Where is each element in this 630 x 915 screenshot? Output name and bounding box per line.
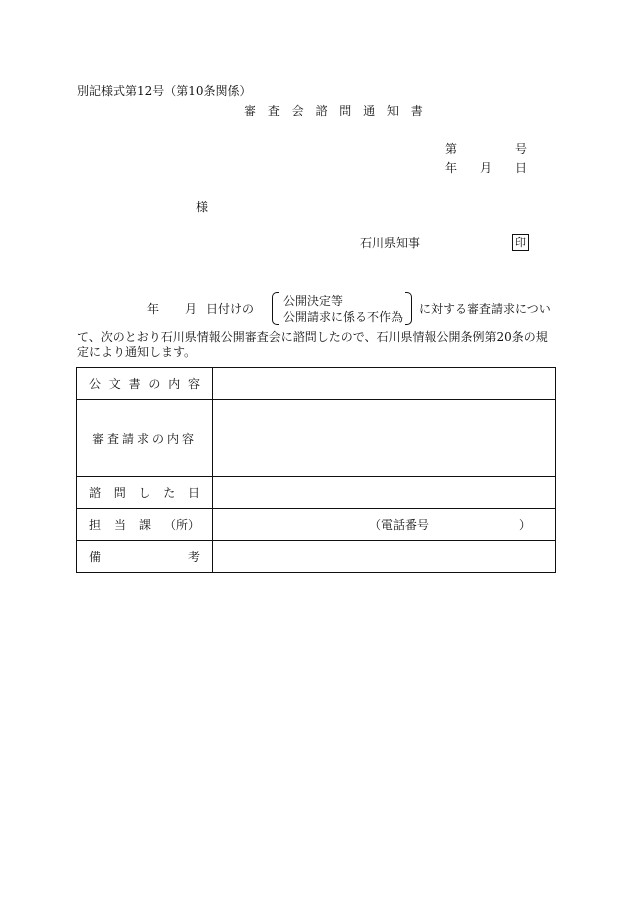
label-char: 諮 — [89, 486, 102, 500]
label-char: し — [138, 486, 151, 500]
value-remarks — [213, 541, 556, 573]
phone-close: ） — [518, 518, 531, 532]
body-day-suffix: 日付けの — [206, 302, 255, 316]
phone-line — [213, 516, 555, 533]
doc-number-prefix: 第 — [445, 142, 458, 156]
label-consult-date — [77, 477, 213, 509]
date-year: 年 — [445, 161, 458, 175]
label-char: 公 — [89, 377, 102, 391]
label-char: （所） — [163, 518, 200, 532]
table-row — [77, 509, 556, 541]
body-paragraph: て、次のとおり石川県情報公開審査会に諮問したので、石川県情報公開条例第20条の規定により通知します。 — [77, 330, 548, 359]
doc-number-suffix: 号 — [515, 142, 528, 156]
seal-stamp: 印 — [512, 234, 529, 251]
label-char: 容 — [187, 377, 200, 391]
label-chars — [77, 484, 212, 501]
issuer-name: 石川県知事 — [360, 236, 421, 250]
label-char: 当 — [113, 518, 126, 532]
date-day: 日 — [515, 161, 528, 175]
label-document-content — [77, 368, 213, 400]
table-row — [77, 400, 556, 477]
label-char: 備 — [89, 550, 102, 564]
label-department — [77, 509, 213, 541]
addressee-suffix: 様 — [196, 200, 209, 214]
form-table — [76, 367, 556, 573]
form-number: 別記様式第12号（第10条関係） — [77, 84, 252, 98]
value-document-content — [213, 368, 556, 400]
body-year: 年 — [147, 302, 160, 316]
label-remarks — [77, 541, 213, 573]
value-department — [213, 509, 556, 541]
value-consult-date — [213, 477, 556, 509]
date-month: 月 — [480, 161, 493, 175]
left-bracket — [272, 292, 279, 325]
label-char: 文 — [108, 377, 121, 391]
option-inaction: 公開請求に係る不作為 — [283, 310, 404, 324]
label-request-content — [77, 400, 213, 477]
label-chars — [77, 375, 212, 392]
label-char: 課 — [138, 518, 151, 532]
label-char: 問 — [113, 486, 126, 500]
label-chars — [77, 548, 212, 565]
value-request-content — [213, 400, 556, 477]
table-row — [77, 368, 556, 400]
label-char: 書 — [128, 377, 141, 391]
label-char: 日 — [187, 486, 200, 500]
option-decision: 公開決定等 — [283, 294, 344, 308]
label-char: の — [148, 377, 161, 391]
label-char: 担 — [89, 518, 102, 532]
label-char: 内 — [168, 377, 181, 391]
label-char: た — [163, 486, 176, 500]
right-bracket — [405, 292, 412, 325]
document-title: 審 査 会 諮 問 通 知 書 — [244, 104, 427, 118]
table-row — [77, 477, 556, 509]
phone-label: （電話番号 — [369, 518, 430, 532]
body-line1-tail: に対する審査請求につい — [419, 302, 551, 316]
body-month: 月 — [185, 302, 198, 316]
label-char: 考 — [187, 550, 200, 564]
table-row — [77, 541, 556, 573]
label-chars — [77, 516, 212, 533]
label-text: 審査請求の内容 — [91, 431, 197, 446]
